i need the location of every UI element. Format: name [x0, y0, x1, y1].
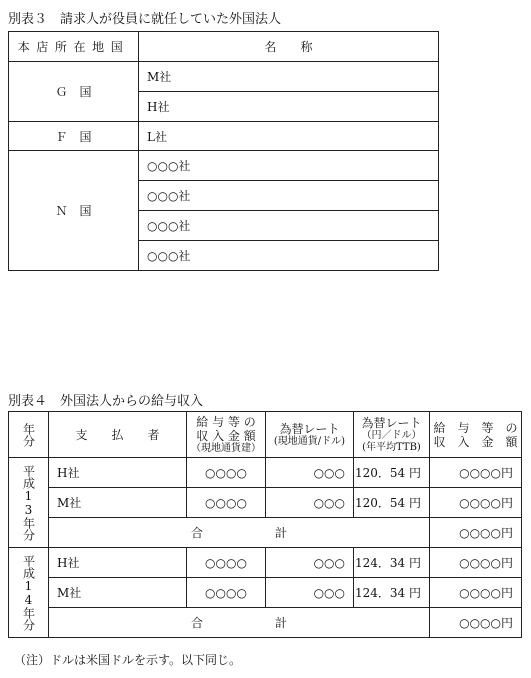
table4-rate-jpy: 124．34 円	[354, 578, 430, 608]
table4-header-salary-jpy: 給 与 等 の 収 入 金 額	[430, 412, 522, 458]
table4-header-year: 年分	[9, 412, 49, 458]
table4-total: ○○○○円	[430, 608, 522, 638]
table3-header-name: 名 称	[139, 32, 439, 62]
table4-local: ○○○○	[187, 548, 266, 578]
table4-year-h13: 平成13年分	[9, 458, 49, 548]
table4-note: （注）ドルは米国ドルを示す。以下同じ。	[14, 653, 242, 667]
table4-payer: H社	[49, 548, 187, 578]
table4-payer: H社	[49, 458, 187, 488]
table4-caption: 別表４ 外国法人からの給与収入	[8, 394, 204, 409]
table3-name-cell: L社	[139, 122, 439, 151]
table4-jpy: ○○○○円	[430, 488, 522, 518]
table4-rate-jpy: 120．54 円	[354, 488, 430, 518]
table4-total-label: 合 計	[49, 518, 430, 548]
table3-name-cell: ○○○社	[139, 241, 439, 271]
table3	[8, 31, 439, 271]
table3-name-cell: ○○○社	[139, 181, 439, 211]
table4-rate-jpy: 124．34 円	[354, 548, 430, 578]
table4-rate: ○○○	[266, 458, 354, 488]
table4-rate: ○○○	[266, 548, 354, 578]
table4-local: ○○○○	[187, 578, 266, 608]
table4-payer: M社	[49, 578, 187, 608]
table3-name-cell: M社	[139, 62, 439, 92]
table4-rate: ○○○	[266, 488, 354, 518]
table4-header-rate-local: 為替レート (現地通貨/ドル)	[266, 412, 354, 458]
table3-caption: 別表３ 請求人が役員に就任していた外国法人	[8, 12, 282, 27]
table4-payer: M社	[49, 488, 187, 518]
table4-header-rate-jpy: 為替レート （円／ドル） (年平均TTB)	[354, 412, 430, 458]
table3-header-country: 本店所在地国	[9, 32, 139, 62]
table4-total: ○○○○円	[430, 518, 522, 548]
table4-jpy: ○○○○円	[430, 458, 522, 488]
table4-rate-jpy: 120．54 円	[354, 458, 430, 488]
table4-jpy: ○○○○円	[430, 578, 522, 608]
table4-header-salary-local: 給 与 等 の 収 入 金 額 （現地通貨建）	[187, 412, 266, 458]
table3-name-cell: ○○○社	[139, 211, 439, 241]
table4-header-payer: 支 払 者	[49, 412, 187, 458]
table4-total-label: 合 計	[49, 608, 430, 638]
table3-name-cell: ○○○社	[139, 151, 439, 181]
table4-local: ○○○○	[187, 488, 266, 518]
table4-jpy: ○○○○円	[430, 548, 522, 578]
table4-local: ○○○○	[187, 458, 266, 488]
table3-name-cell: H社	[139, 92, 439, 122]
table3-country-f: Ｆ 国	[9, 122, 139, 151]
table3-country-g: Ｇ 国	[9, 62, 139, 122]
table3-country-n: Ｎ 国	[9, 151, 139, 271]
table4	[8, 411, 522, 638]
table4-rate: ○○○	[266, 578, 354, 608]
table4-year-h14: 平成14年分	[9, 548, 49, 638]
